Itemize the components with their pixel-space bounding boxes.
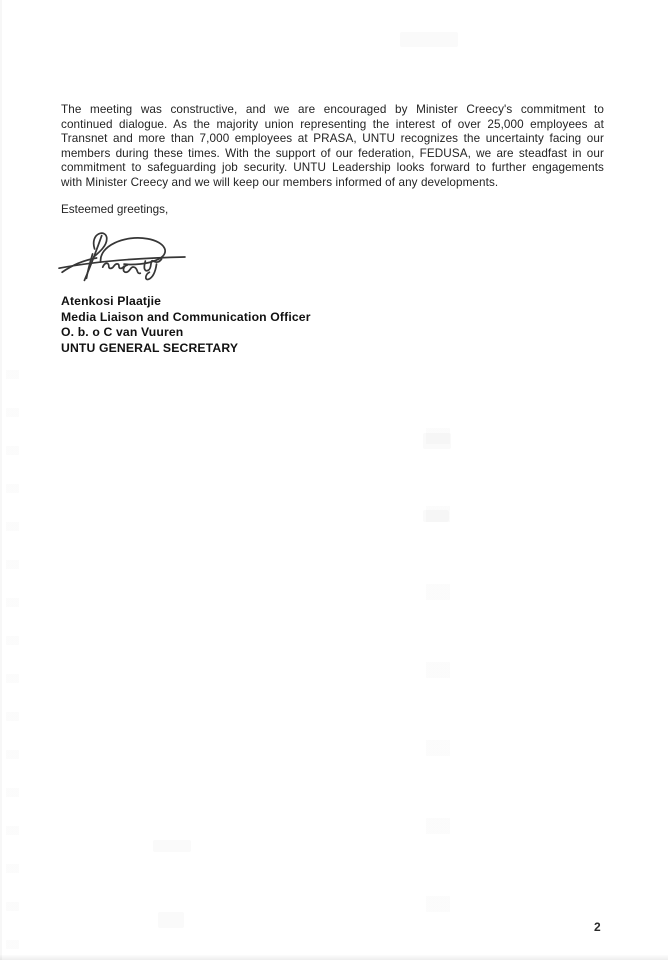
body-paragraph: [61, 103, 604, 190]
body-line: The meeting was constructive, and we are encouraged by Minister Creecy's commitment to: [61, 103, 604, 116]
page-edge-shadow-bottom: [0, 955, 668, 960]
signer-role: UNTU GENERAL SECRETARY: [61, 340, 239, 355]
scan-edge-artifacts-left: [6, 370, 19, 950]
closing-salutation: Esteemed greetings,: [61, 203, 169, 216]
page-number: 2: [594, 920, 601, 934]
page-edge-shadow-left: [0, 0, 2, 960]
body-line: continued dialogue. As the majority union representing the interest of over 25,000 employees at: [61, 117, 604, 131]
body-line: with Minister Creecy and we will keep our members informed of any developments.: [61, 175, 499, 189]
body-line: commitment to safeguarding job security. UNTU Leadership looks forward to further engagements: [61, 161, 604, 174]
scan-smudge: [153, 840, 191, 852]
signer-name: Atenkosi Plaatjie: [61, 294, 162, 308]
signature-icon: [56, 226, 188, 288]
scan-smudge: [158, 912, 184, 928]
body-line: Transnet and more than 7,000 employees at PRASA, UNTU recognizes the uncertainty facing our: [61, 132, 604, 145]
signer-block: [61, 294, 311, 356]
body-line: members during these times. With the support of our federation, FEDUSA, we are steadfast in our: [61, 146, 604, 160]
scan-smudge: [400, 32, 458, 47]
signer-obo: O. b. o C van Vuuren: [61, 325, 184, 340]
scan-edge-artifacts-right: [426, 428, 450, 938]
signer-title: Media Liaison and Communication Officer: [61, 309, 311, 324]
